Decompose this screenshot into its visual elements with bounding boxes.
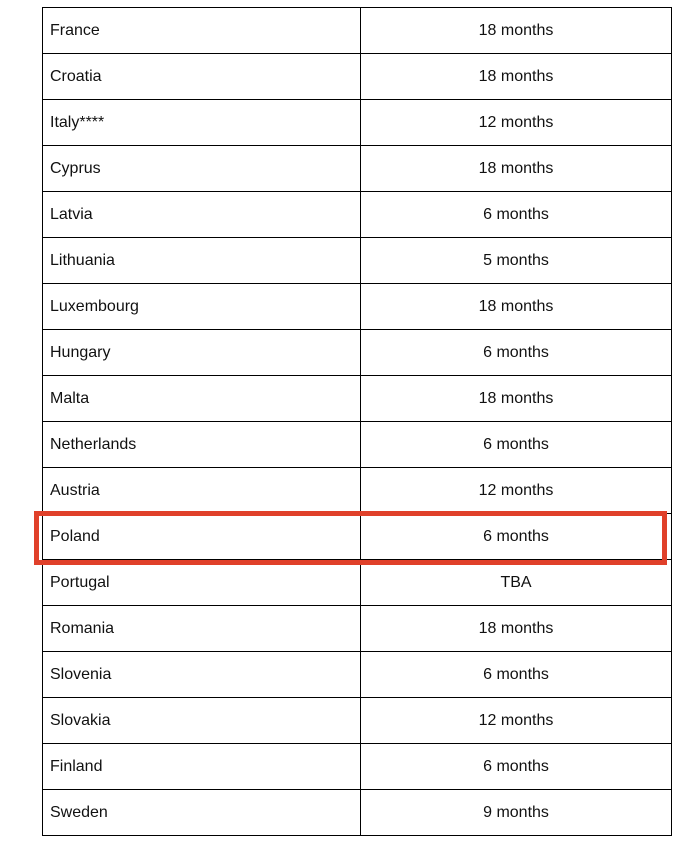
country-cell: Croatia [43, 54, 361, 100]
country-cell: Netherlands [43, 422, 361, 468]
table-row [43, 790, 672, 836]
duration-cell: 6 months [361, 652, 672, 698]
table-row [43, 54, 672, 100]
table-row [43, 744, 672, 790]
duration-cell: 18 months [361, 284, 672, 330]
duration-cell: 9 months [361, 790, 672, 836]
country-duration-table-wrap [42, 7, 662, 836]
table-row [43, 284, 672, 330]
duration-cell: 18 months [361, 54, 672, 100]
country-cell: Austria [43, 468, 361, 514]
duration-cell: 12 months [361, 698, 672, 744]
table-row [43, 8, 672, 54]
duration-cell: TBA [361, 560, 672, 606]
duration-cell: 18 months [361, 146, 672, 192]
table-row [43, 468, 672, 514]
country-cell: Slovenia [43, 652, 361, 698]
duration-cell: 12 months [361, 100, 672, 146]
country-cell: Hungary [43, 330, 361, 376]
duration-cell: 18 months [361, 376, 672, 422]
table-row [43, 146, 672, 192]
duration-cell: 18 months [361, 8, 672, 54]
country-cell: France [43, 8, 361, 54]
table-row [43, 560, 672, 606]
country-cell: Italy**** [43, 100, 361, 146]
duration-cell: 6 months [361, 422, 672, 468]
duration-cell: 6 months [361, 514, 672, 560]
table-row [43, 698, 672, 744]
table-row [43, 192, 672, 238]
country-duration-table [42, 7, 672, 836]
country-cell: Finland [43, 744, 361, 790]
country-cell: Lithuania [43, 238, 361, 284]
duration-cell: 6 months [361, 330, 672, 376]
country-cell: Latvia [43, 192, 361, 238]
country-cell: Cyprus [43, 146, 361, 192]
country-cell: Sweden [43, 790, 361, 836]
country-cell: Luxembourg [43, 284, 361, 330]
table-row [43, 606, 672, 652]
duration-cell: 5 months [361, 238, 672, 284]
table-row [43, 238, 672, 284]
duration-cell: 18 months [361, 606, 672, 652]
duration-cell: 6 months [361, 744, 672, 790]
country-cell: Slovakia [43, 698, 361, 744]
table-row [43, 422, 672, 468]
duration-cell: 12 months [361, 468, 672, 514]
country-cell: Romania [43, 606, 361, 652]
table-row [43, 652, 672, 698]
table-row [43, 376, 672, 422]
table-row [43, 330, 672, 376]
table-row [43, 100, 672, 146]
table-row-highlighted [43, 514, 672, 560]
duration-cell: 6 months [361, 192, 672, 238]
country-cell: Portugal [43, 560, 361, 606]
country-cell: Malta [43, 376, 361, 422]
country-cell: Poland [43, 514, 361, 560]
